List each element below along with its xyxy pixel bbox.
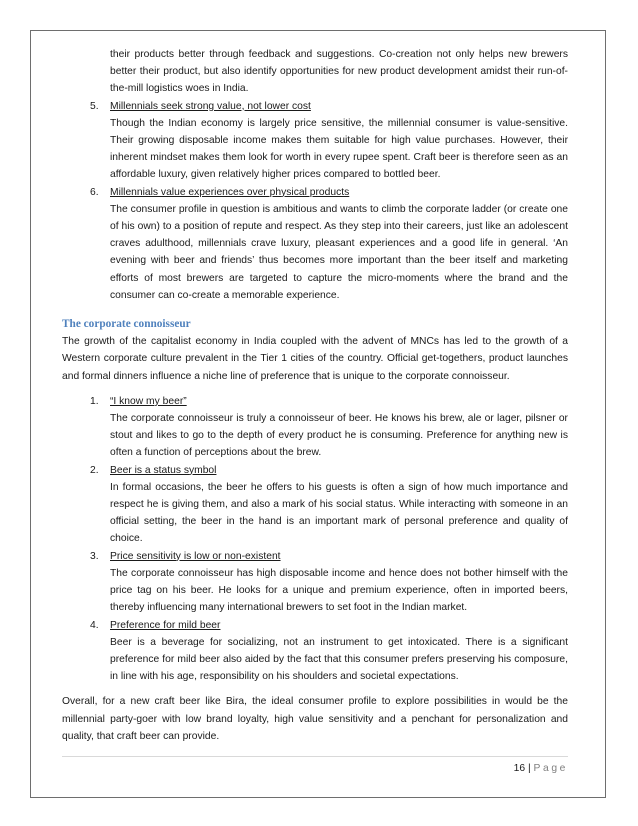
page-separator: | — [527, 763, 531, 774]
list-item-title: Millennials value experiences over physical products — [110, 186, 350, 198]
list-number: 6. — [90, 186, 99, 198]
list-item-title: Price sensitivity is low or non-existent — [110, 550, 281, 562]
list-item-millennial-5 — [90, 98, 568, 184]
list-item-body: The consumer profile in question is ambitious and wants to climb the corporate ladder (or create one of his own) to a position of repute and respect. As they step into their careers, just like an adolescent craves adulthood, millennials crave luxury, pleasant experiences and a good life in general. ‘An evening with beer and friends’ thus becomes more important than the beer itself and marketing efforts of most brewers are targeted to capture the micro-moments where the brand and the consumer can co-create a memorable experience. — [110, 203, 568, 301]
list-item-corporate-3 — [90, 548, 568, 617]
list-item-title: “I know my beer” — [110, 395, 187, 407]
list-item-title: Preference for mild beer — [110, 619, 221, 631]
list-item-title: Millennials seek strong value, not lower cost — [110, 100, 311, 112]
document-body — [62, 46, 568, 745]
list-number: 5. — [90, 100, 99, 112]
list-item-body: Beer is a beverage for socializing, not an instrument to get intoxicated. There is a significant preference for mild beer also aided by the fact that this consumer prefers preserving his composure, in line with his age, responsibility on his shoulders and societal expectations. — [110, 636, 568, 683]
page-label: Page — [533, 763, 568, 774]
list-number: 1. — [90, 395, 99, 407]
conclusion-paragraph: Overall, for a new craft beer like Bira, the ideal consumer profile to explore possibilities in would be the millennial party-goer with low brand loyalty, high value sensitivity and a penchant for personalization and quality, that craft beer can provide. — [62, 696, 568, 742]
list-item-body: In formal occasions, the beer he offers to his guests is often a sign of how much importance and respect he is giving them, and also a mark of his social status. While interacting with someone in an official setting, the beer in the hand is an important mark of personal preference and quality of choice. — [110, 481, 568, 545]
list-number: 2. — [90, 464, 99, 476]
section-heading: The corporate connoisseur — [62, 318, 191, 331]
list-item-title: Beer is a status symbol — [110, 464, 217, 476]
list-item-millennial-6 — [90, 184, 568, 304]
intro-continuation: their products better through feedback and suggestions. Co-creation not only helps new brewers better their product, but also identify opportunities for new product development amidst their run-of-the-mill logistics woes in India. — [110, 49, 568, 95]
spacer — [62, 304, 568, 312]
list-number: 4. — [90, 619, 99, 631]
spacer — [62, 685, 568, 693]
section-intro: The growth of the capitalist economy in India coupled with the advent of MNCs has led to the growth of a Western corporate culture prevalent in the Tier 1 cities of the country. Official get-togethers, product launches and formal dinners influence a niche line of preference that is unique to the corporate connoisseur. — [62, 336, 568, 382]
list-item-body: Though the Indian economy is largely price sensitive, the millennial consumer is value-sensitive. Their growing disposable income makes them suitable for high value purchases. However, their inherent mindset makes them look for worth in every rupee spent. Craft beer is therefore seen as an affordable luxury, given relatively higher prices compared to bottled beer. — [110, 117, 568, 181]
page-number: 16 — [513, 763, 526, 774]
list-number: 3. — [90, 550, 99, 562]
list-item-body: The corporate connoisseur has high disposable income and hence does not bother himself with the price tag on his beer. He looks for a unique and premium experience, often in imported beers, thereby influencing many international brewers to set foot in the Indian market. — [110, 567, 568, 614]
spacer — [62, 385, 568, 393]
list-item-corporate-2 — [90, 462, 568, 548]
list-item-corporate-1 — [90, 393, 568, 462]
list-item-body: The corporate connoisseur is truly a connoisseur of beer. He knows his brew, ale or lager, pilsner or stout and likes to go to the depth of every product he is consuming. Preference for anything new is often a function of perceptions about the brew. — [110, 413, 568, 459]
list-item-corporate-4 — [90, 617, 568, 686]
page-footer — [62, 756, 568, 774]
